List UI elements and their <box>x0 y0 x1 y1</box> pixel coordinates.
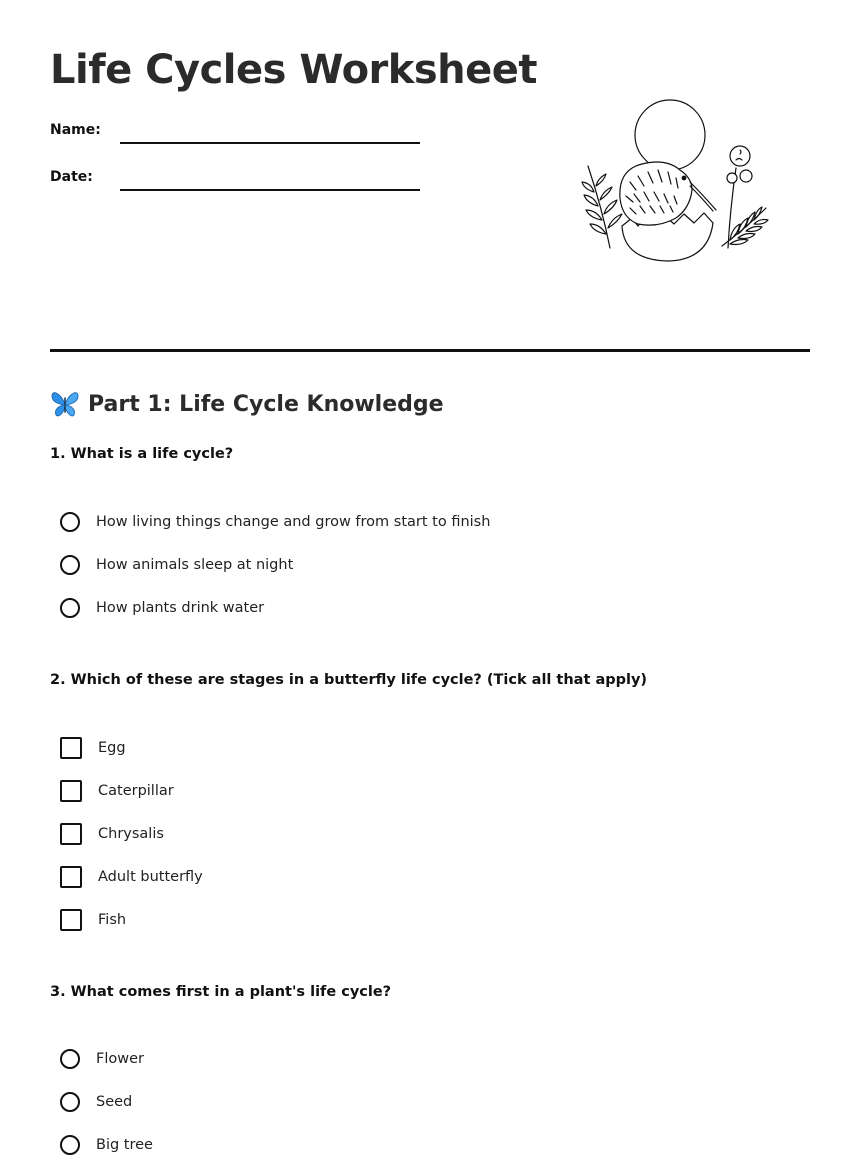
q3-option-3[interactable] <box>60 1132 153 1158</box>
option-label: Chrysalis <box>98 826 164 842</box>
name-input-line[interactable] <box>120 142 420 144</box>
part1-heading-text: Part 1: Life Cycle Knowledge <box>88 391 444 417</box>
date-input-line[interactable] <box>120 189 420 191</box>
question-2: 2. Which of these are stages in a butterfly life cycle? (Tick all that apply) <box>50 672 648 688</box>
option-label: Adult butterfly <box>98 869 203 885</box>
checkbox[interactable] <box>60 780 82 802</box>
question-3: 3. What comes first in a plant's life cycle? <box>50 984 392 1000</box>
radio-button[interactable] <box>60 512 80 532</box>
q2-option-3[interactable] <box>60 821 164 847</box>
checkbox[interactable] <box>60 823 82 845</box>
option-label: How plants drink water <box>96 600 265 616</box>
q2-option-2[interactable] <box>60 778 174 804</box>
option-label: Caterpillar <box>98 783 174 799</box>
q2-option-5[interactable] <box>60 907 126 933</box>
kiwi-bird-hatching-egg-icon <box>580 98 775 268</box>
q2-option-1[interactable] <box>60 735 126 761</box>
q1-option-3[interactable] <box>60 595 264 621</box>
date-field <box>50 169 420 193</box>
option-label: Flower <box>96 1051 144 1067</box>
radio-button[interactable] <box>60 1049 80 1069</box>
radio-button[interactable] <box>60 598 80 618</box>
option-label: How animals sleep at night <box>96 557 294 573</box>
date-label: Date: <box>50 169 93 185</box>
option-label: Big tree <box>96 1137 153 1153</box>
checkbox[interactable] <box>60 909 82 931</box>
option-label: How living things change and grow from start to finish <box>96 514 491 530</box>
q2-option-4[interactable] <box>60 864 203 890</box>
radio-button[interactable] <box>60 555 80 575</box>
radio-button[interactable] <box>60 1092 80 1112</box>
butterfly-icon <box>50 390 80 418</box>
checkbox[interactable] <box>60 866 82 888</box>
section-divider <box>50 349 810 352</box>
name-label: Name: <box>50 122 101 138</box>
q3-option-2[interactable] <box>60 1089 132 1115</box>
question-1: 1. What is a life cycle? <box>50 446 234 462</box>
worksheet-title: Life Cycles Worksheet <box>50 47 538 93</box>
part1-heading <box>50 387 444 421</box>
q1-option-1[interactable] <box>60 509 490 535</box>
name-field <box>50 122 420 146</box>
option-label: Egg <box>98 740 126 756</box>
option-label: Fish <box>98 912 127 928</box>
q3-option-1[interactable] <box>60 1046 144 1072</box>
q1-option-2[interactable] <box>60 552 293 578</box>
option-label: Seed <box>96 1094 133 1110</box>
checkbox[interactable] <box>60 737 82 759</box>
radio-button[interactable] <box>60 1135 80 1155</box>
